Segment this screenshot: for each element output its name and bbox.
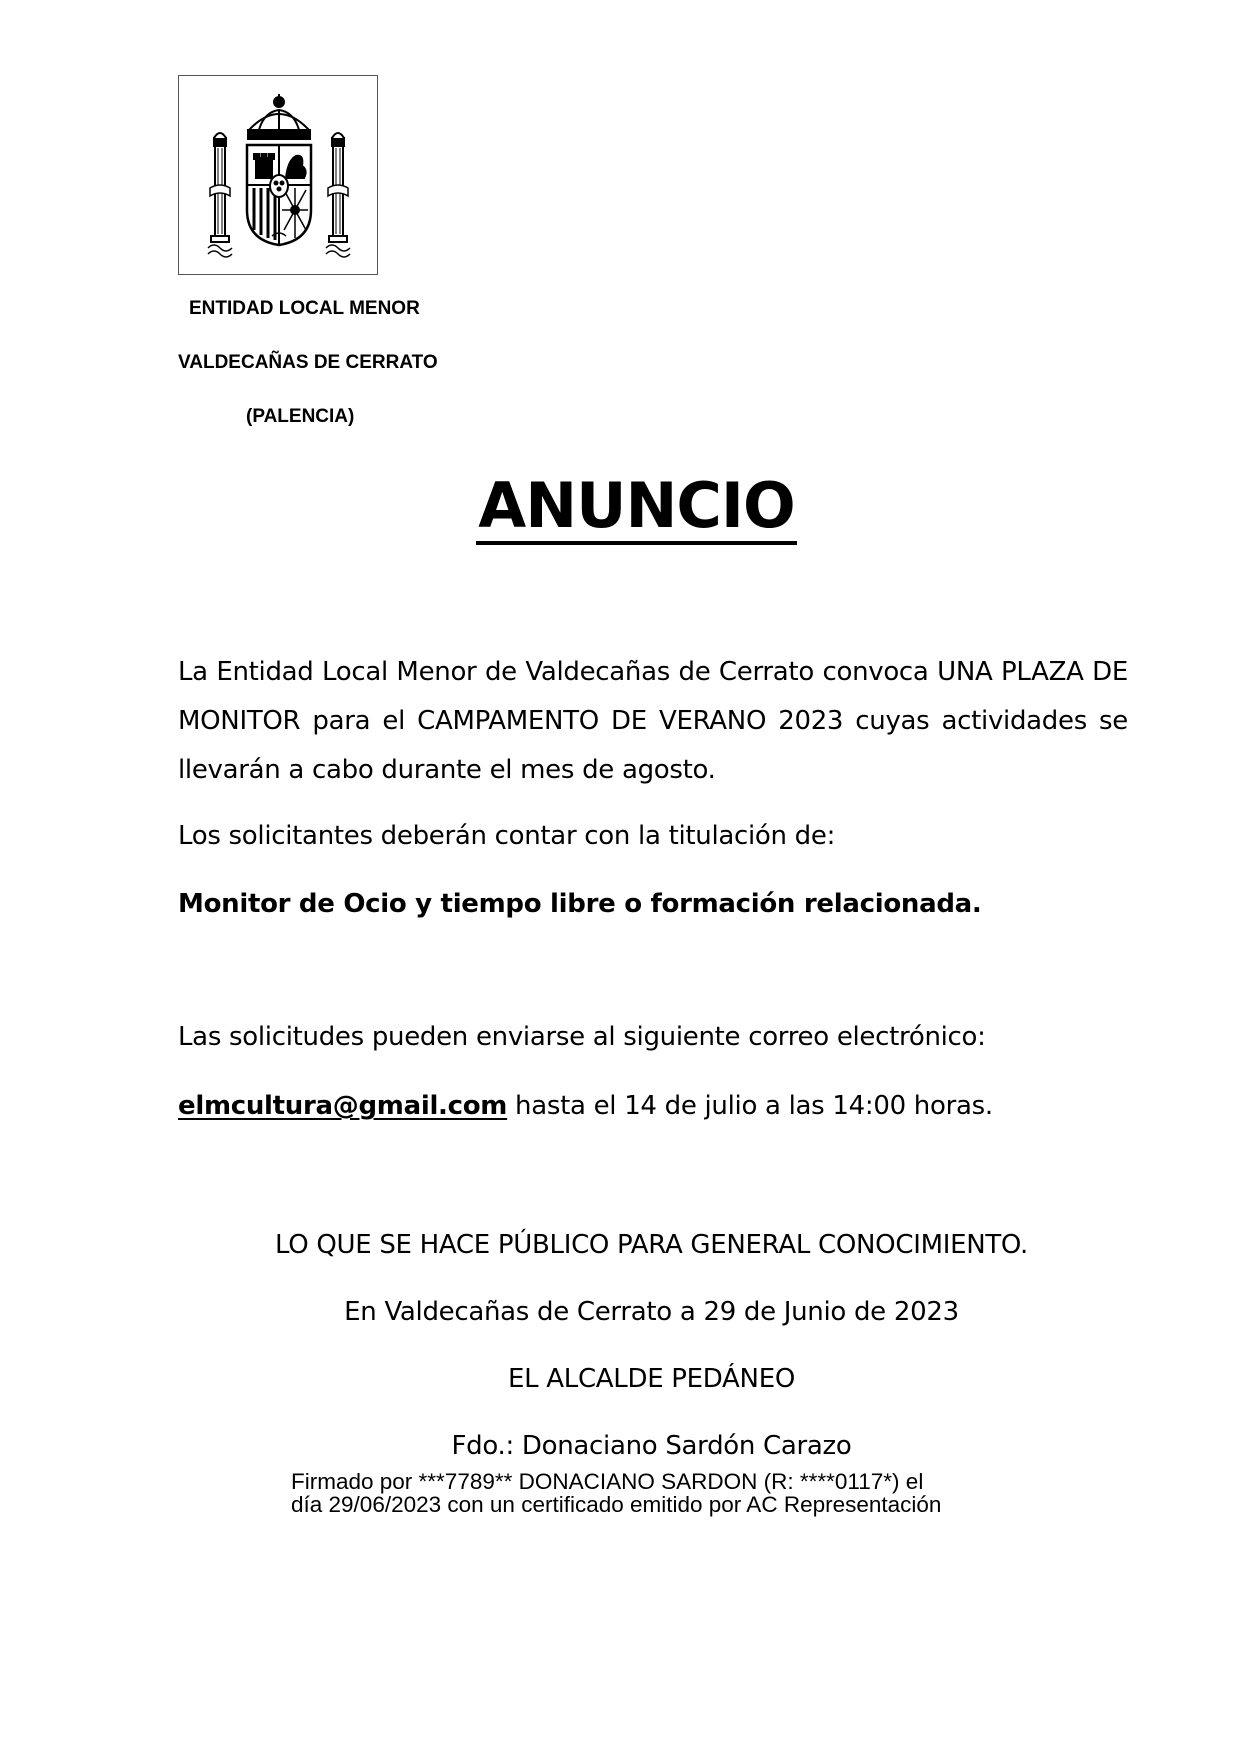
signatory-title: EL ALCALDE PEDÁNEO	[508, 1364, 795, 1394]
contact-deadline-line	[178, 1082, 1128, 1131]
coat-of-arms-frame	[178, 75, 378, 275]
contact-email-link[interactable]: elmcultura@gmail.com	[178, 1091, 508, 1121]
signature-line-1: Firmado por ***7789** DONACIANO SARDON (R: ****0117*) el	[291, 1469, 924, 1494]
coat-of-arms-icon	[204, 90, 354, 260]
required-qualification: Monitor de Ocio y tiempo libre o formación relacionada.	[178, 889, 982, 919]
public-notice-statement: LO QUE SE HACE PÚBLICO PARA GENERAL CONOCIMIENTO.	[274, 1230, 1029, 1260]
requirements-intro: Los solicitantes deberán contar con la titulación de:	[178, 821, 836, 851]
deadline-text: hasta el 14 de julio a las 14:00 horas.	[507, 1091, 993, 1121]
announcement-paragraph: La Entidad Local Menor de Valdecañas de Cerrato convoca UNA PLAZA DE MONITOR para el CAMPAMENTO DE VERANO 2023 cuyas actividades se llevarán a cabo durante el mes de agosto.	[178, 657, 1128, 785]
document-title-wrapper	[0, 466, 1241, 546]
signatory-name: Fdo.: Donaciano Sardón Carazo	[451, 1431, 852, 1461]
organization-name-line-1: ENTIDAD LOCAL MENOR	[189, 298, 420, 319]
application-instructions: Las solicitudes pueden enviarse al siguiente correo electrónico:	[178, 1022, 986, 1052]
digital-signature-stamp	[291, 1470, 941, 1516]
place-and-date: En Valdecañas de Cerrato a 29 de Junio de 2023	[344, 1297, 959, 1327]
document-title: ANUNCIO	[476, 471, 796, 545]
organization-name-line-2: VALDECAÑAS DE CERRATO	[178, 352, 438, 373]
organization-province: (PALENCIA)	[246, 406, 355, 427]
signature-line-2: día 29/06/2023 con un certificado emitido por AC Representación	[291, 1492, 942, 1517]
